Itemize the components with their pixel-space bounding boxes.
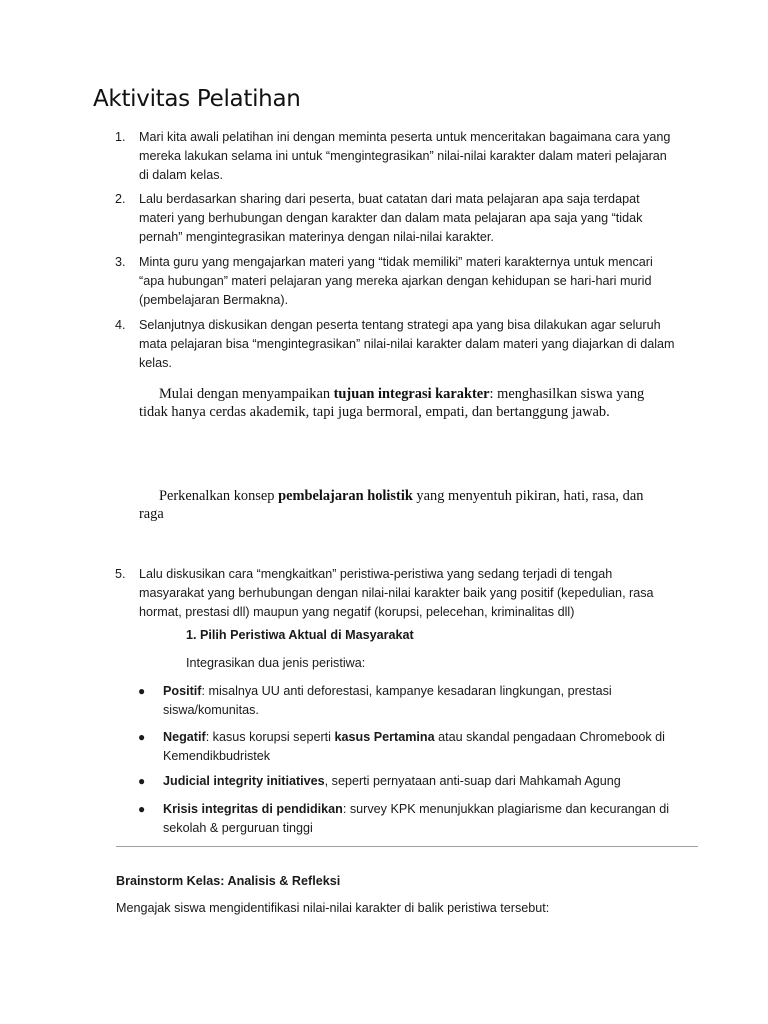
- list-text: Minta guru yang mengajarkan materi yang “tidak memiliki” materi karakternya untuk mencari “apa hubungan” materi pelajaran yang mereka ajarkan dengan kehidupan se hari-hari murid (pembelajaran Bermakna).: [139, 255, 653, 307]
- bold-phrase: tujuan integrasi karakter: [333, 386, 490, 402]
- list-number: 3.: [115, 255, 126, 269]
- bullet-item: ● Negatif: kasus korupsi seperti kasus Pertamina atau skandal pengadaan Chromebook di Kemendikbudristek: [138, 730, 665, 763]
- horizontal-divider: [116, 846, 698, 847]
- list-item: [115, 565, 675, 622]
- list-text: Lalu berdasarkan sharing dari peserta, buat catatan dari mata pelajaran apa saja terdapat materi yang berhubungan dengan karakter dan dalam mata pelajaran apa saja yang “tidak pernah” mengintegrasikan materinya dengan nilai-nilai karakter.: [139, 192, 643, 244]
- list-item: [115, 128, 675, 185]
- bold-phrase: pembelajaran holistik: [278, 488, 413, 504]
- bullet-item: ● Krisis integritas di pendidikan: survey KPK menunjukkan plagiarisme dan kecurangan di sekolah & perguruan tinggi: [138, 802, 670, 835]
- bullet-icon: ●: [138, 774, 146, 788]
- section-text: Mengajak siswa mengidentifikasi nilai-nilai karakter di balik peristiwa tersebut:: [116, 901, 550, 915]
- section-title: Brainstorm Kelas: Analisis & Refleksi: [116, 874, 341, 888]
- list-item: [115, 316, 675, 373]
- bullet-item: ● Positif: misalnya UU anti deforestasi, kampanye kesadaran lingkungan, prestasi siswa/komunitas.: [138, 684, 612, 717]
- holistic-learning-paragraph: Perkenalkan konsep pembelajaran holistik yang menyentuh pikiran, hati, rasa, dan raga: [139, 488, 644, 522]
- sub-text: Integrasikan dua jenis peristiwa:: [186, 656, 366, 670]
- bullet-icon: ●: [138, 730, 146, 744]
- bullet-icon: ●: [138, 802, 146, 816]
- list-number: 5.: [115, 567, 126, 581]
- list-text: Selanjutnya diskusikan dengan peserta tentang strategi apa yang bisa dilakukan agar seluruh mata pelajaran bisa “mengintegrasikan” nilai-nilai karakter dalam materi yang diajarkan di dalam kelas.: [139, 318, 675, 370]
- list-text: Lalu diskusikan cara “mengkaitkan” peristiwa-peristiwa yang sedang terjadi di tengah masyarakat yang berhubungan dengan nilai-nilai karakter baik yang positif (kepedulian, rasa hormat, prestasi dll) maupun yang negatif (korupsi, pelecehan, kriminalitas dll): [139, 567, 654, 619]
- bullet-icon: ●: [138, 684, 146, 698]
- list-item: [115, 253, 675, 310]
- sub-heading: 1. Pilih Peristiwa Aktual di Masyarakat: [186, 628, 414, 642]
- list-number: 4.: [115, 318, 126, 332]
- list-item: [115, 190, 675, 247]
- list-number: 2.: [115, 192, 126, 206]
- bullet-item: ● Judicial integrity initiatives, seperti pernyataan anti-suap dari Mahkamah Agung: [138, 772, 678, 791]
- list-text: Mari kita awali pelatihan ini dengan meminta peserta untuk menceritakan bagaimana cara yang mereka lakukan selama ini untuk “mengintegrasikan” nilai-nilai karakter dalam materi pelajaran di dalam kelas.: [139, 130, 671, 182]
- page-title: Aktivitas Pelatihan: [93, 86, 301, 112]
- list-number: 1.: [115, 130, 126, 144]
- integration-goal-paragraph: Mulai dengan menyampaikan tujuan integrasi karakter: menghasilkan siswa yang tidak hanya cerdas akademik, tapi juga bermoral, empati, dan bertanggung jawab.: [139, 386, 645, 420]
